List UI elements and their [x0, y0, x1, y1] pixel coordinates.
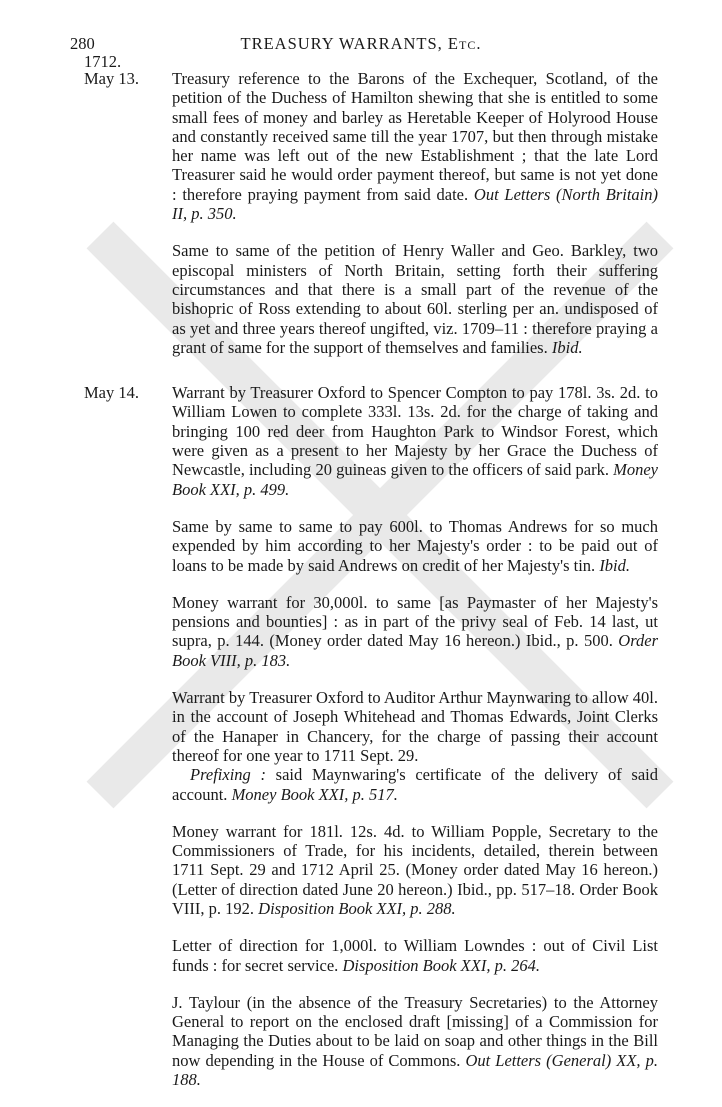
entry-ref: Money Book XXI, p. 499. [172, 460, 658, 499]
entry [0, 517, 722, 575]
entry-text: Same by same to same to pay 600l. to Thomas Andrews for so much expended by him according to her Majesty's order : to be paid out of loans to be made by said Andrews on credit of her Majesty's tin. Ibid. [172, 516, 658, 575]
entry [0, 241, 722, 357]
page-number: 280 [70, 34, 95, 53]
page-header [58, 34, 664, 56]
running-head: TREASURY WARRANTS, Etc. [240, 34, 482, 53]
entry-text: J. Taylour (in the absence of the Treasury Secretaries) to the Attorney General to report on the enclosed draft [missing] of a Commission for Managing the Duties about to be laid on soap and other things in the Bill now depending in the House of Commons. Out Letters (General) XX, p. 188. [172, 992, 658, 1090]
entry-ref: Disposition Book XXI, p. 288. [258, 898, 456, 918]
entry-text: Treasury reference to the Barons of the Exchequer, Scotland, of the petition of the Duchess of Hamilton shewing that she is entitled to some small fees of money and barley as Heretable Keeper of Holyrood House and constantly received same till the year 1707, but then through mistake her name was left out of the new Establishment ; that the late Lord Treasurer said he would order payment thereof, but same is not yet done : therefore praying payment from said date. Out Letters (North Britain) II, p. 350. [172, 69, 659, 224]
entry-text: Same to same of the petition of Henry Waller and Geo. Barkley, two episcopal ministers of North Britain, setting forth their suffering circumstances and that there is a small part of the revenue of the bishopric of Ross extending to about 60l. sterling per an. undisposed of as yet and three years thereof ungifted, viz. 1709–11 : therefore praying a grant of same for the support of themselves and families. Ibid. [172, 241, 658, 357]
prefix-label: Prefixing : [190, 765, 266, 785]
entry [0, 593, 722, 670]
entry-date: May 13. [84, 69, 139, 88]
entry-text: Money warrant for 30,000l. to same [as Paymaster of her Majesty's pensions and bounties] : as in part of the privy seal of Feb. 14 last, ut supra, p. 144. (Money order dated May 16 hereon.) Ibid., p. 500. Order Book VIII, p. 183. [172, 592, 659, 670]
entry [0, 936, 722, 975]
entry-text: Letter of direction for 1,000l. to William Lowndes : out of Civil List funds : for secret service. Disposition Book XXI, p. 264. [172, 936, 658, 975]
entry-ref: Ibid. [599, 555, 631, 575]
entry-text: Warrant by Treasurer Oxford to Spencer Compton to pay 178l. 3s. 2d. to William Lowen to complete 333l. 13s. 2d. for the charge of taking and bringing 100 red deer from Haughton Park to Windsor Forest, which were given as a present to her Majesty by her Grace the Duchess of Newcastle, including 20 guineas given to the officers of said park. Money Book XXI, p. 499. [172, 383, 658, 499]
entry-ref: Ibid. [551, 337, 583, 357]
entry-ref: Money Book XXI, p. 517. [231, 784, 398, 804]
entry-ref: Order Book VIII, p. 183. [172, 631, 659, 670]
entry [0, 688, 722, 804]
year-label: 1712. [84, 52, 122, 71]
entry [0, 383, 722, 499]
entry [0, 822, 722, 918]
entry-date: May 14. [84, 383, 139, 403]
entry-ref: Out Letters (General) XX, p. 188. [172, 1050, 658, 1090]
entry [0, 69, 722, 223]
entry-text: Money warrant for 181l. 12s. 4d. to William Popple, Secretary to the Commissioners of Trade, for his incidents, detailed, therein between 1711 Sept. 29 and 1712 April 25. (Money order dated May 16 hereon.) (Letter of direction dated June 20 hereon.) Ibid., pp. 517–18. Order Book VIII, p. 192. Disposition Book XXI, p. 288. [172, 821, 658, 918]
entry-text: Warrant by Treasurer Oxford to Auditor Arthur Maynwaring to allow 40l. in the account of Joseph Whitehead and Thomas Edwards, Joint Clerks of the Hanaper in Chancery, for the charge of passing their account thereof for one year to 1711 Sept. 29. [172, 688, 658, 765]
entry-ref: Out Letters (North Britain) II, p. 350. [172, 184, 659, 224]
entries-list [0, 69, 722, 1107]
entry-prefix: Prefixing : said Maynwaring's certificate of the delivery of said account. Money Book XXI, p. 517. [172, 765, 658, 804]
entry-ref: Disposition Book XXI, p. 264. [342, 955, 540, 975]
entry [0, 993, 722, 1089]
